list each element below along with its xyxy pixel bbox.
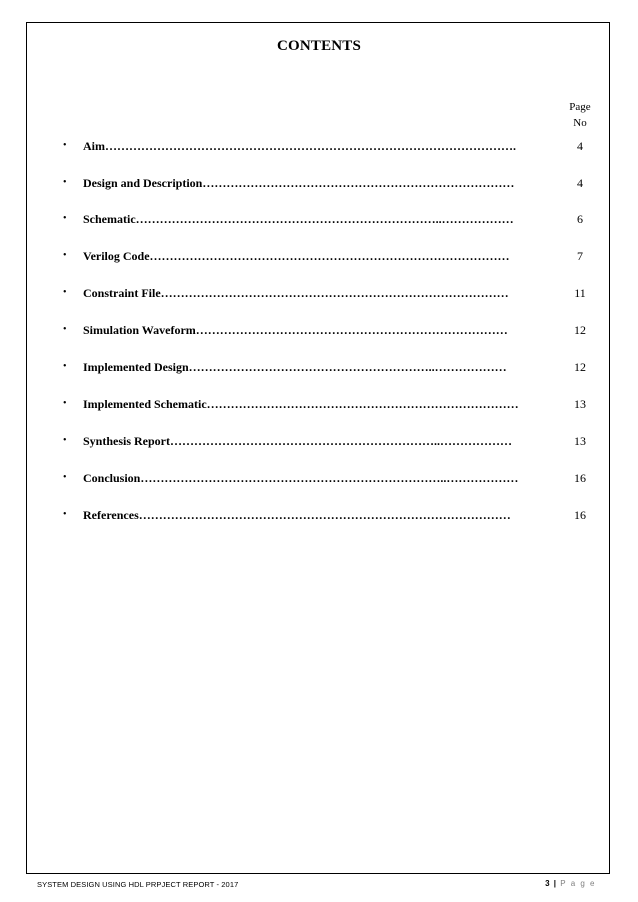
- toc-item-constraint-file[interactable]: [0, 283, 638, 303]
- toc-entry-text: Conclusion…………………………………………………………………..………………: [83, 471, 519, 485]
- bullet-icon: •: [63, 398, 67, 409]
- bullet-icon: •: [63, 324, 67, 335]
- toc-entry-text: Implemented Design……………………………………………………..………………: [83, 360, 507, 374]
- toc-item-verilog-code[interactable]: [0, 246, 638, 266]
- footer-report-title: SYSTEM DESIGN USING HDL PRPJECT REPORT - 2017: [37, 880, 239, 889]
- bullet-icon: •: [63, 509, 67, 520]
- toc-page-number: 13: [574, 397, 586, 411]
- bullet-icon: •: [63, 250, 67, 261]
- toc-page-number: 4: [577, 139, 583, 153]
- bullet-icon: •: [63, 472, 67, 483]
- page-no-header-line-1: Page: [569, 101, 591, 113]
- bullet-icon: •: [63, 435, 67, 446]
- toc-item-schematic[interactable]: [0, 209, 638, 229]
- bullet-icon: •: [63, 177, 67, 188]
- toc-entry-text: Constraint File……………………………………………………………………………: [83, 286, 509, 300]
- toc-page-number: 13: [574, 434, 586, 448]
- footer-separator: |: [553, 879, 557, 888]
- toc-page-number: 7: [577, 249, 583, 263]
- toc-page-number: 6: [577, 212, 583, 226]
- bullet-icon: •: [63, 140, 67, 151]
- toc-page-number: 16: [574, 471, 586, 485]
- toc-entry-text: Verilog Code………………………………………………………………………………: [83, 249, 510, 263]
- toc-item-synthesis-report[interactable]: [0, 431, 638, 451]
- toc-page-number: 16: [574, 508, 586, 522]
- footer-page-number: 3: [545, 879, 550, 888]
- toc-page-number: 11: [574, 286, 586, 300]
- toc-page-number: 12: [574, 360, 586, 374]
- bullet-icon: •: [63, 213, 67, 224]
- toc-entry-text: Schematic…………………………………………………………………..………………: [83, 212, 514, 226]
- toc-page-number: 12: [574, 323, 586, 337]
- toc-entry-text: References…………………………………………………………………………………: [83, 508, 511, 522]
- bullet-icon: •: [63, 361, 67, 372]
- toc-item-references[interactable]: [0, 505, 638, 525]
- toc-entry-text: Synthesis Report…………………………………………………………..………………: [83, 434, 513, 448]
- page-title: CONTENTS: [276, 38, 362, 54]
- toc-entry-text: Design and Description……………………………………………………………………: [83, 176, 515, 190]
- toc-page-number: 4: [577, 176, 583, 190]
- toc-item-design-and-description[interactable]: [0, 173, 638, 193]
- bullet-icon: •: [63, 287, 67, 298]
- toc-entry-text: Aim………………………………………………………………………………………….: [83, 139, 516, 153]
- toc-item-implemented-design[interactable]: [0, 357, 638, 377]
- toc-item-conclusion[interactable]: [0, 468, 638, 488]
- toc-entry-text: Simulation Waveform……………………………………………………………………: [83, 323, 508, 337]
- toc-item-aim[interactable]: [0, 136, 638, 156]
- footer-page-label: P a g e: [560, 879, 596, 888]
- toc-item-simulation-waveform[interactable]: [0, 320, 638, 340]
- toc-entry-text: Implemented Schematic……………………………………………………………………: [83, 397, 519, 411]
- toc-item-implemented-schematic[interactable]: [0, 394, 638, 414]
- footer-page-indicator: [545, 879, 596, 888]
- page-no-header-line-2: No: [573, 117, 587, 129]
